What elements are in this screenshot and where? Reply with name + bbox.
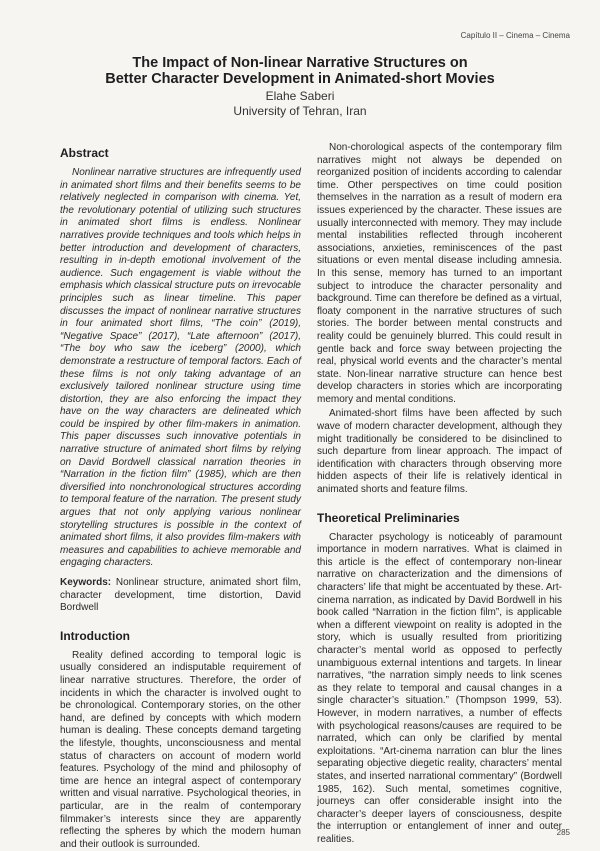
keywords-list: Nonlinear structure, animated short film, character development, time distortion, David Bordwell — [60, 577, 301, 614]
author-name: Elahe Saberi — [265, 89, 335, 103]
abstract-text: Nonlinear narrative structures are infrequently used in animated short films and their benefits seems to be relatively neglected in comparison with cinema. Yet, the revolutionary potential of utilizing such structures in animated short films is endless. Nonlinear narratives provide techniques and tools which helps in better introduction and development of characters, resulting in in-depth emotional involvement of the audience. Such engagement is viable without the emphasis which classical structure puts on irrevocable principles such as linear timeline. This paper discusses the impact of nonlinear narrative structures in four animated short films, “The coin” (2019), “Negative Space” (2017), “Late afternoon” (2017), “The boy who saw the iceberg” (2000), which demonstrate a restructure of temporal factors. Each of these films is not only taking advantage of an exclusively tailored nonlinear structure using time distortion, they are also enforcing the impact they have on the way characters are delineated which could be inspired by other film-makers in animation. This paper discusses such innovative potentials in narrative structure of animated short films by relying on David Bordwell classical narration theories in “Narration in the fiction film” (1985), which are then diversified into nonchronological structures according to temporal feature of the narration. The present study argues that not only applying various nonlinear storytelling structures is possible in the context of animated short films, it also provides film-makers with measures and capabilities to achieve memorable and engaging characters. — [60, 167, 301, 569]
author-affiliation: University of Tehran, Iran — [233, 104, 367, 118]
body-paragraph-1: Non-chorological aspects of the contemporary film narratives might not always be depended on reorganized position of incidents according to calendar time. Other perspectives on time could position themselves in the narration as a result of modern era issues experienced by the character. These issues are usually interconnected with memory. They may include mental instabilities reflected through incoherent associations, anxieties, reminiscences of the past situations or even mental disease including amnesia. In this sense, memory has turned to an important subject to introduce the character personality and background. Time can therefore be defined as a virtual, floaty component in the narrative structures of such stories. The border between mental constructs and reality could be genuinely blurred. This could result in gentle back and force sway between projecting the real, physical world events and the character’s mental state. Non-linear narrative structure can hence best develop characters in stories which are incorporating memory and mental conditions. — [317, 142, 562, 405]
theoretical-preliminaries-heading: Theoretical Preliminaries — [317, 510, 460, 525]
paper-title — [0, 55, 600, 87]
left-column — [60, 146, 301, 851]
introduction-heading: Introduction — [60, 628, 130, 643]
author-block — [0, 89, 600, 119]
introduction-paragraph: Reality defined according to temporal logic is usually considered an indisputable requirement of linear narrative structures. Therefore, the order of incidents in which the character is involved ought to be chronological. Contemporary stories, on the other hand, are defined by concepts with which modern human is dealing. These concepts demand targeting the lifestyle, thoughts, unconsciousness and mental status of characters on account of modern world features. Psychology of the mind and philosophy of time are hence an integral aspect of contemporary written and visual narrative. Psychological theories, in particular, are in the realm of contemporary filmmaker’s interests since they are apparently reflecting the spheres by which the modern human and their outlook is surrounded. — [60, 649, 301, 850]
title-line-2: Better Character Development in Animated-short Movies — [105, 71, 495, 87]
body-paragraph-3: Character psychology is noticeably of paramount importance in modern narratives. What is claimed in this article is the effect of contemporary non-linear narrative on characterization and the dimensions of characters’ life that might be accentuated by these. Art-cinema narration, as indicated by David Bordwell in his book called “Narration in the fiction film”, is applicable when a different viewpoint on reality is adopted in the story, which is usually resulted from prioritizing character’s mental world as opposed to perfectly unambiguous external intentions and targets. In linear narratives, “the narration simply needs to link scenes as they relate to temporal and causal changes in a single character’s situation.” (Thompson 1999, 53). However, in modern narratives, a number of effects with psychological reasons/causes are required to be narrated, which can only be clarified by mental exploitations. “Art-cinema narration can blur the lines separating objective diegetic reality, characters’ mental states, and inserted narrational commentary” (Bordwell 1985, 162). Such mental, sometimes cognitive, journeys can offer considerable insight into the character’s deeper layers of consciousness, despite the interruption or entanglement of inner and outer realities. — [317, 531, 562, 845]
body-paragraph-2: Animated-short films have been affected by such wave of modern character development, although they might traditionally be considered to be disinclined to such departure from linear approach. The impact of identification with characters through observing more hidden aspects of their life is relatively identical in animated shorts and feature films. — [317, 408, 562, 496]
title-line-1: The Impact of Non-linear Narrative Structures on — [132, 55, 468, 71]
keywords — [60, 577, 301, 615]
running-header: Capítulo II – Cinema – Cinema — [460, 31, 570, 40]
page-number: 285 — [556, 828, 570, 837]
right-column — [317, 142, 562, 846]
keywords-label: Keywords: — [60, 577, 112, 588]
abstract-heading: Abstract — [60, 146, 109, 160]
